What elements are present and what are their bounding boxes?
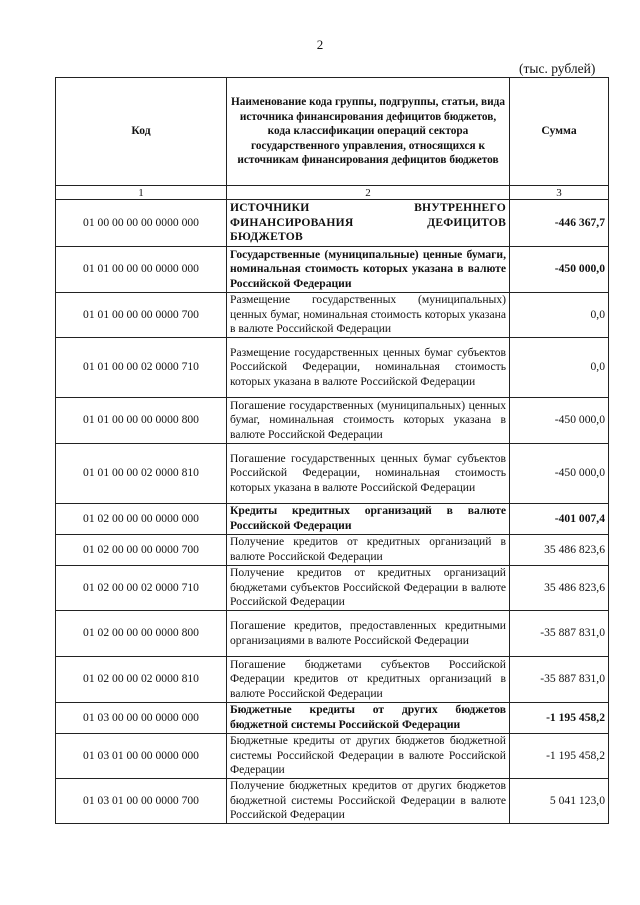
row-code: 01 03 00 00 00 0000 000 (56, 703, 227, 734)
row-code: 01 01 00 00 00 0000 000 (56, 247, 227, 293)
table-row (56, 611, 609, 657)
column-number-1: 1 (56, 186, 227, 200)
table-row (56, 657, 609, 703)
table-row (56, 338, 609, 398)
table-row (56, 504, 609, 535)
row-sum: -450 000,0 (510, 398, 609, 444)
table-row (56, 535, 609, 566)
row-code: 01 01 00 00 00 0000 800 (56, 398, 227, 444)
row-code: 01 03 01 00 00 0000 700 (56, 779, 227, 824)
row-name: Погашение государственных (муниципальных) ценных бумаг, номинальная стоимость которых указана в валюте Российской Федерации (227, 398, 510, 444)
column-number-2: 2 (227, 186, 510, 200)
table-row (56, 200, 609, 247)
row-sum: -1 195 458,2 (510, 703, 609, 734)
page-number: 2 (316, 37, 324, 52)
row-sum: 0,0 (510, 293, 609, 338)
table-header-row (56, 78, 609, 186)
row-code: 01 02 00 00 00 0000 700 (56, 535, 227, 566)
table-row (56, 703, 609, 734)
row-name: Государственные (муниципальные) ценные бумаги, номинальная стоимость которых указана в валюте Российской Федерации (227, 247, 510, 293)
row-code: 01 02 00 00 02 0000 710 (56, 566, 227, 611)
row-code: 01 01 00 00 02 0000 810 (56, 444, 227, 504)
table-row (56, 247, 609, 293)
row-sum: 5 041 123,0 (510, 779, 609, 824)
row-name: Бюджетные кредиты от других бюджетов бюджетной системы Российской Федерации (227, 703, 510, 734)
row-sum: -1 195 458,2 (510, 734, 609, 779)
row-code: 01 02 00 00 00 0000 000 (56, 504, 227, 535)
row-sum: -446 367,7 (510, 200, 609, 247)
row-sum: 35 486 823,6 (510, 566, 609, 611)
table-row (56, 444, 609, 504)
row-name: Получение кредитов от кредитных организаций бюджетами субъектов Российской Федерации в валюте Российской Федерации (227, 566, 510, 611)
row-name: Кредиты кредитных организаций в валюте Российской Федерации (227, 504, 510, 535)
row-sum: 0,0 (510, 338, 609, 398)
header-sum: Сумма (510, 78, 609, 186)
row-code: 01 01 00 00 00 0000 700 (56, 293, 227, 338)
row-code: 01 03 01 00 00 0000 000 (56, 734, 227, 779)
column-numbers-row (56, 186, 609, 200)
row-name: Размещение государственных (муниципальных) ценных бумаг, номинальная стоимость которых указана в валюте Российской Федерации (227, 293, 510, 338)
header-name: Наименование кода группы, подгруппы, статьи, вида источника финансирования дефицитов бюджетов, кода классификации операций сектора государственного управления, относящихся к источникам финансирования дефицитов бюджетов (227, 78, 510, 186)
row-code: 01 00 00 00 00 0000 000 (56, 200, 227, 247)
row-name: Погашение кредитов, предоставленных кредитными организациями в валюте Российской Федерации (227, 611, 510, 657)
row-name: Бюджетные кредиты от других бюджетов бюджетной системы Российской Федерации в валюте Российской Федерации (227, 734, 510, 779)
table-row (56, 734, 609, 779)
row-code: 01 02 00 00 00 0000 800 (56, 611, 227, 657)
row-name: Получение кредитов от кредитных организаций в валюте Российской Федерации (227, 535, 510, 566)
row-sum: -401 007,4 (510, 504, 609, 535)
units-label: (тыс. рублей) (519, 61, 596, 76)
row-name: Погашение государственных ценных бумаг субъектов Российской Федерации, номинальная стоимость которых указана в валюте Российской Федерации (227, 444, 510, 504)
row-sum: -35 887 831,0 (510, 657, 609, 703)
row-code: 01 01 00 00 02 0000 710 (56, 338, 227, 398)
row-sum: 35 486 823,6 (510, 535, 609, 566)
row-name: ИСТОЧНИКИ ВНУТРЕННЕГО ФИНАНСИРОВАНИЯ ДЕФИЦИТОВ БЮДЖЕТОВ (227, 200, 510, 247)
row-name: Получение бюджетных кредитов от других бюджетов бюджетной системы Российской Федерации в валюте Российской Федерации (227, 779, 510, 824)
row-name: Размещение государственных ценных бумаг субъектов Российской Федерации, номинальная стоимость которых указана в валюте Российской Федерации (227, 338, 510, 398)
financing-sources-table (55, 77, 609, 824)
row-code: 01 02 00 00 02 0000 810 (56, 657, 227, 703)
header-code: Код (56, 78, 227, 186)
row-sum: -35 887 831,0 (510, 611, 609, 657)
row-name: Погашение бюджетами субъектов Российской Федерации кредитов от кредитных организаций в валюте Российской Федерации (227, 657, 510, 703)
table-row (56, 293, 609, 338)
table-row (56, 566, 609, 611)
table-row (56, 779, 609, 824)
row-sum: -450 000,0 (510, 247, 609, 293)
column-number-3: 3 (510, 186, 609, 200)
table-row (56, 398, 609, 444)
row-sum: -450 000,0 (510, 444, 609, 504)
